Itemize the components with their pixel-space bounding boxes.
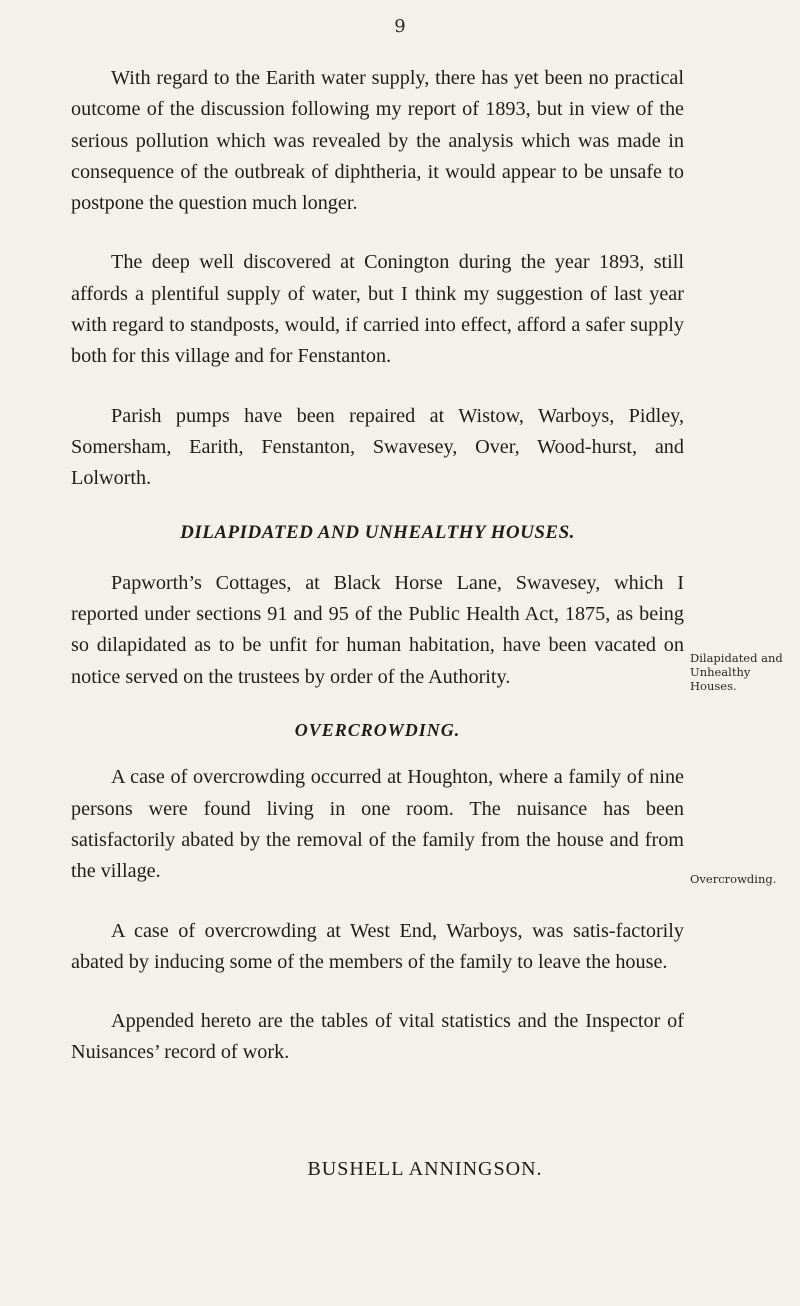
paragraph-west-end-overcrowding: A case of overcrowding at West End, Warboys, was satis-factorily abated by inducing some of the members of the family to leave the house.	[71, 919, 684, 973]
paragraph-houghton-overcrowding: A case of overcrowding occurred at Houghton, where a family of nine persons were found living in one room. The nuisance has been satisfactorily abated by the removal of the family from the house and from the village.	[71, 766, 684, 883]
paragraph-earith-water: With regard to the Earith water supply, there has yet been no practical outcome of the discussion following my report of 1893, but in view of the serious pollution which was revealed by the analysis which was made in consequence of the outbreak of diphtheria, it would appear to be unsafe to postpone the question much longer.	[71, 67, 684, 215]
heading-overcrowding: OVERCROWDING.	[294, 720, 461, 741]
paragraph-conington-well: The deep well discovered at Conington during the year 1893, still affords a plentiful supply of water, but I think my suggestion of last year with regard to standposts, would, if carried into effect, afford a safer supply both for this village and for Fenstanton.	[71, 251, 684, 368]
paragraph-parish-pumps: Parish pumps have been repaired at Wistow, Warboys, Pidley, Somersham, Earith, Fenstanton, Swavesey, Over, Wood-hurst, and Lolworth.	[71, 404, 684, 490]
signature: BUSHELL ANNINGSON.	[307, 1158, 543, 1180]
paragraph-papworth-cottages: Papworth’s Cottages, at Black Horse Lane, Swavesey, which I reported under sections 91 and 95 of the Public Health Act, 1875, as being so dilapidated as to be unfit for human habitation, have been vacated on notice served on the trustees by order of the Authority.	[71, 571, 684, 688]
paragraph-appended-tables: Appended hereto are the tables of vital statistics and the Inspector of Nuisances’ record of work.	[71, 1010, 684, 1064]
margin-note-dilapidated: Dilapidated and Unhealthy Houses.	[690, 651, 783, 693]
heading-dilapidated-houses: DILAPIDATED AND UNHEALTHY HOUSES.	[180, 521, 575, 543]
body-text	[71, 63, 684, 1097]
margin-note-overcrowding: Overcrowding.	[690, 872, 777, 886]
page-number: 9	[394, 16, 406, 37]
